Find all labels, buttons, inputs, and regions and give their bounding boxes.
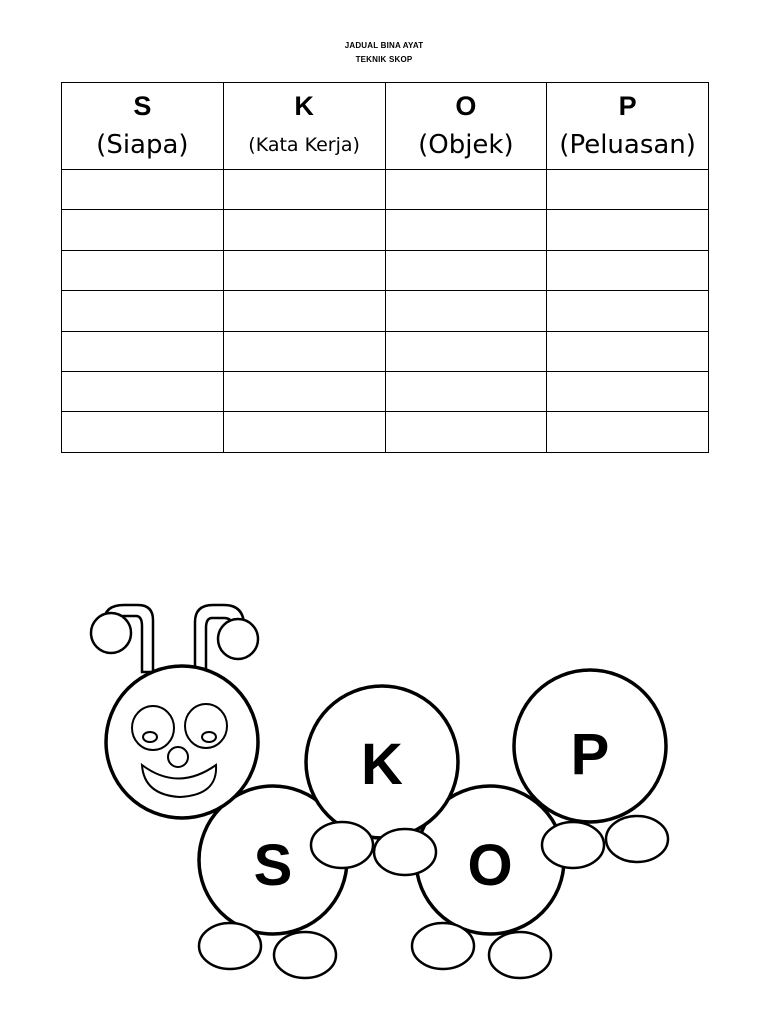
table-cell[interactable] bbox=[62, 210, 224, 250]
table-cell[interactable] bbox=[547, 412, 709, 452]
table-cell[interactable] bbox=[62, 412, 224, 452]
table-cell[interactable] bbox=[547, 210, 709, 250]
table-cell[interactable] bbox=[385, 170, 547, 210]
table-cell[interactable] bbox=[62, 331, 224, 371]
table-row bbox=[62, 291, 709, 331]
left-antenna-ball bbox=[91, 613, 131, 653]
header-label-s: (Siapa) bbox=[96, 130, 189, 160]
foot bbox=[311, 822, 373, 868]
table-row bbox=[62, 412, 709, 452]
table-cell[interactable] bbox=[223, 371, 385, 411]
header-letter-o: O bbox=[455, 91, 477, 121]
segment-letter-s: S bbox=[253, 833, 293, 898]
skop-caterpillar-illustration bbox=[0, 580, 768, 1000]
table-cell[interactable] bbox=[62, 170, 224, 210]
table-row bbox=[62, 170, 709, 210]
table-cell[interactable] bbox=[547, 250, 709, 290]
foot bbox=[542, 822, 604, 868]
table-cell[interactable] bbox=[223, 412, 385, 452]
table-cell[interactable] bbox=[62, 250, 224, 290]
header-label-k: (Kata Kerja) bbox=[248, 134, 360, 156]
segment-letter-k: K bbox=[361, 732, 403, 797]
document-subtitle: TEKNIK SKOP bbox=[355, 55, 413, 64]
foot bbox=[412, 923, 474, 969]
segment-letter-o: O bbox=[467, 833, 513, 898]
table-cell[interactable] bbox=[547, 291, 709, 331]
header-cell-p bbox=[547, 83, 709, 170]
header-label-o: (Objek) bbox=[418, 130, 514, 160]
table-cell[interactable] bbox=[385, 412, 547, 452]
table-cell[interactable] bbox=[223, 210, 385, 250]
table-cell[interactable] bbox=[62, 291, 224, 331]
foot bbox=[606, 816, 668, 862]
foot bbox=[374, 829, 436, 875]
left-eye bbox=[132, 706, 174, 750]
table-row bbox=[62, 371, 709, 411]
header-cell-o bbox=[385, 83, 547, 170]
table-cell[interactable] bbox=[547, 170, 709, 210]
document-title: JADUAL BINA AYAT bbox=[344, 41, 424, 50]
table-cell[interactable] bbox=[385, 210, 547, 250]
foot bbox=[199, 923, 261, 969]
header-letter-s: S bbox=[133, 91, 152, 121]
header-letter-k: K bbox=[294, 91, 314, 121]
table-cell[interactable] bbox=[223, 331, 385, 371]
table-cell[interactable] bbox=[547, 371, 709, 411]
header-cell-s bbox=[62, 83, 224, 170]
table-cell[interactable] bbox=[385, 371, 547, 411]
skop-table bbox=[61, 82, 709, 453]
table-cell[interactable] bbox=[547, 331, 709, 371]
left-pupil bbox=[143, 732, 157, 742]
foot bbox=[489, 932, 551, 978]
right-antenna-ball bbox=[218, 619, 258, 659]
header-label-p: (Peluasan) bbox=[559, 130, 696, 160]
header-letter-p: P bbox=[618, 91, 637, 121]
header-row bbox=[62, 83, 709, 170]
table-cell[interactable] bbox=[223, 250, 385, 290]
table-row bbox=[62, 210, 709, 250]
table-cell[interactable] bbox=[385, 250, 547, 290]
nose bbox=[168, 747, 188, 767]
table-cell[interactable] bbox=[223, 291, 385, 331]
table-cell[interactable] bbox=[385, 331, 547, 371]
right-pupil bbox=[202, 732, 216, 742]
table-row bbox=[62, 331, 709, 371]
table-cell[interactable] bbox=[223, 170, 385, 210]
segment-letter-p: P bbox=[570, 722, 610, 787]
table-row bbox=[62, 250, 709, 290]
table-cell[interactable] bbox=[385, 291, 547, 331]
header-cell-k bbox=[223, 83, 385, 170]
foot bbox=[274, 932, 336, 978]
table-cell[interactable] bbox=[62, 371, 224, 411]
